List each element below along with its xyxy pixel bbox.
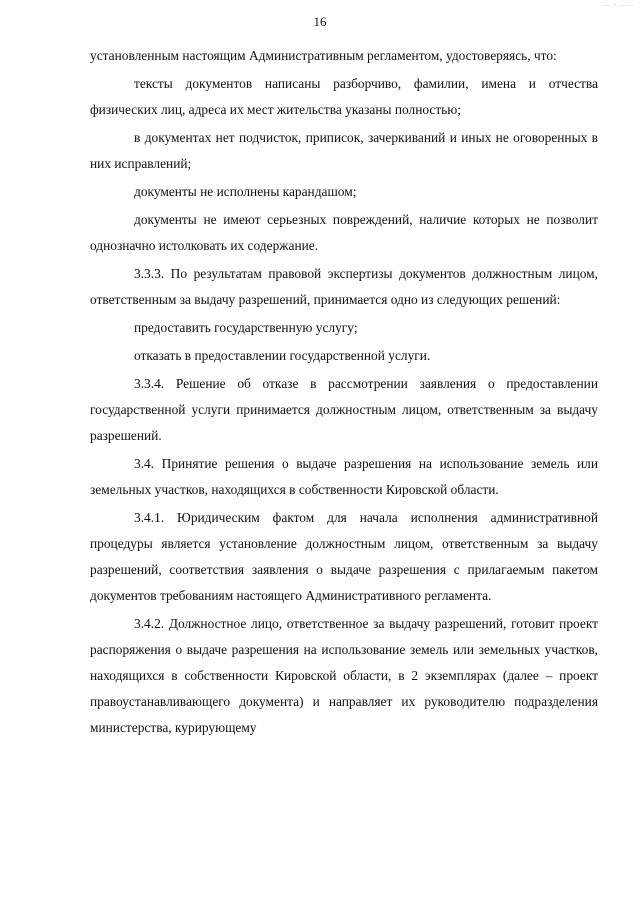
paragraph-8: отказать в предоставлении государственной услуги. (134, 348, 431, 363)
paragraph-10: 3.4. Принятие решения о выдаче разрешения на использование земель или земельных участков, находящихся в собственности Кировской области. (90, 456, 598, 497)
paragraph-6: 3.3.3. По результатам правовой экспертизы документов должностным лицом, ответственным за выдачу разрешений, принимается одно из следующих решений: (90, 266, 598, 307)
paragraph-7: предоставить государственную услугу; (134, 320, 358, 335)
paragraph-3: в документах нет подчисток, приписок, зачеркиваний и иных не оговоренных в них исправлений; (90, 130, 598, 171)
paragraph-12: 3.4.2. Должностное лицо, ответственное за выдачу разрешений, готовит проект распоряжения о выдаче разрешения на использование земель или земельных участков, находящихся в собственности Кировской области, в 2 экземплярах (далее – проект правоустанавливающего документа) и направляет их руководителю подразделения министерства, курирующему (90, 616, 598, 735)
page-number: 16 (313, 14, 327, 29)
paragraph-2: тексты документов написаны разборчиво, фамилии, имена и отчества физических лиц, адреса их мест жительства указаны полностью; (90, 76, 598, 117)
paragraph-1: установленным настоящим Административным регламентом, удостоверяясь, что: (90, 48, 557, 63)
paragraph-11: 3.4.1. Юридическим фактом для начала исполнения административной процедуры является установление должностным лицом, ответственным за выдачу разрешений, соответствия заявления о выдаче разрешения с прилагаемым пакетом документов требованиям настоящего Административного регламента. (90, 510, 598, 603)
scan-corner-mark: — ・— — (602, 1, 634, 9)
document-body (90, 43, 598, 741)
paragraph-9: 3.3.4. Решение об отказе в рассмотрении заявления о предоставлении государственной услуги принимается должностным лицом, ответственным за выдачу разрешений. (90, 376, 598, 443)
paragraph-5: документы не имеют серьезных повреждений, наличие которых не позволит однозначно истолковать их содержание. (90, 212, 598, 253)
paragraph-4: документы не исполнены карандашом; (134, 184, 357, 199)
